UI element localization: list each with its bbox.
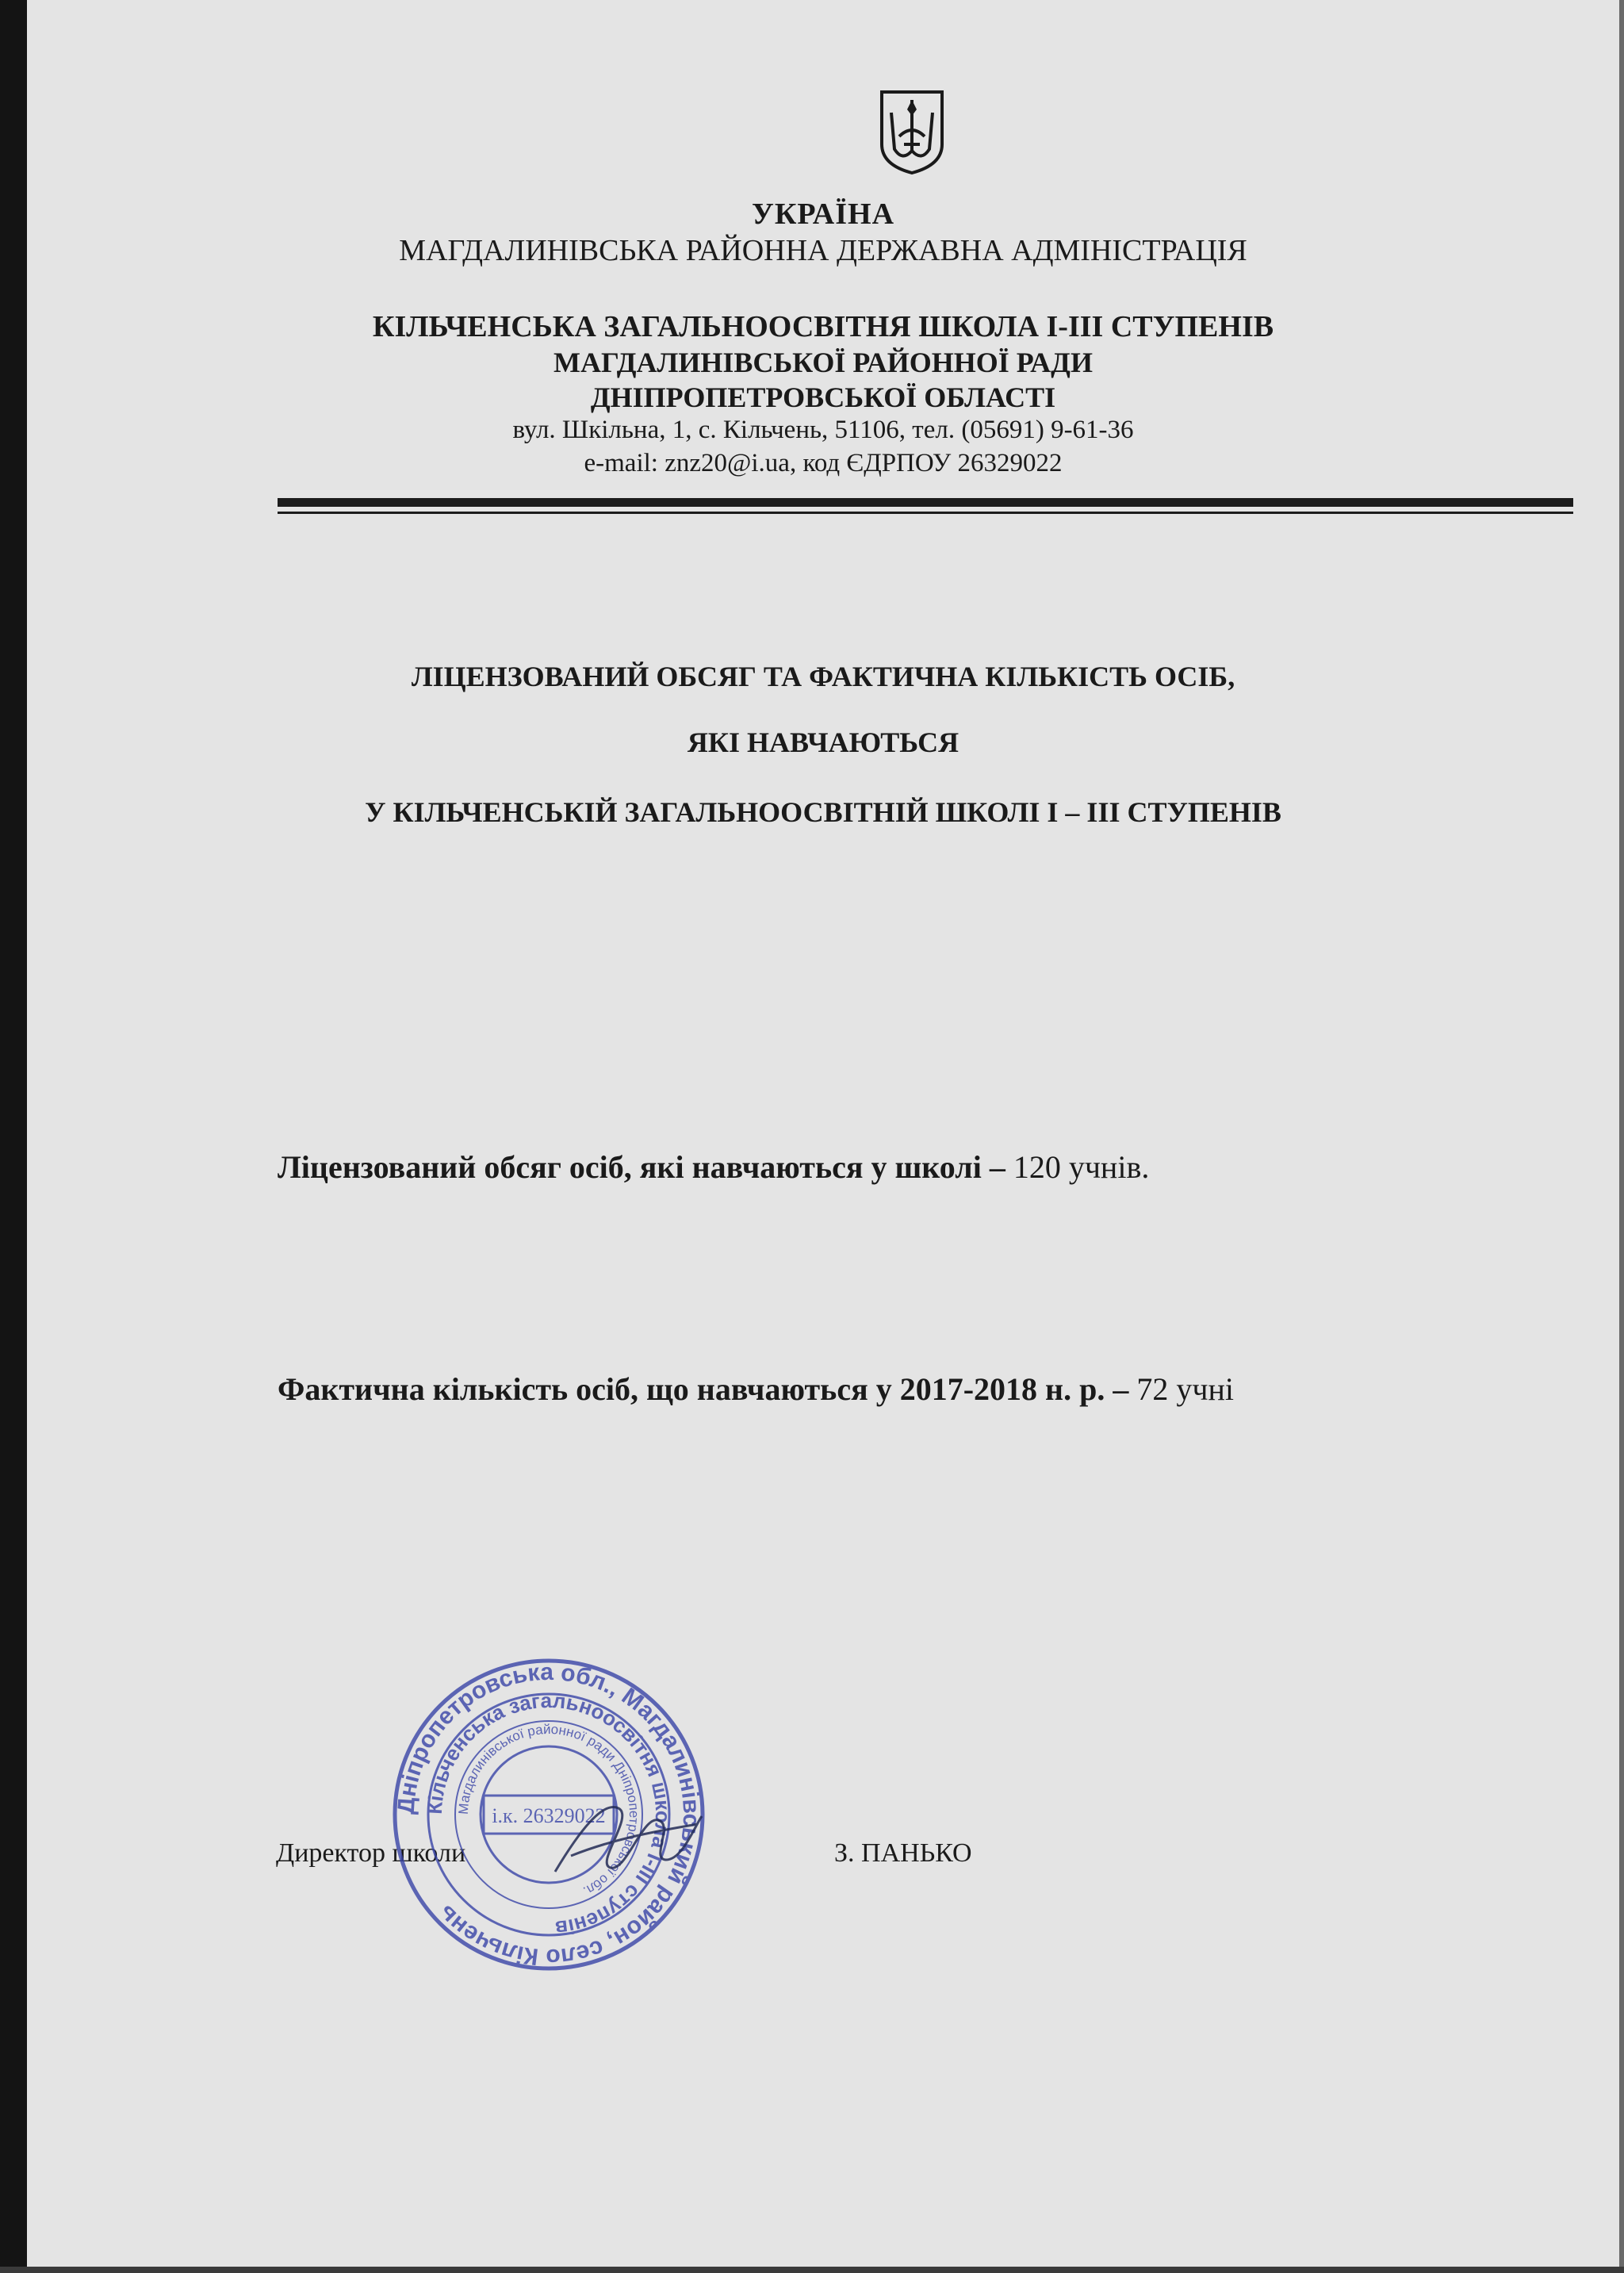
header-divider-thick [278,498,1573,507]
signatory-role: Директор школи [276,1838,466,1868]
document-title-line-3: У КІЛЬЧЕНСЬКІЙ ЗАГАЛЬНООСВІТНІЙ ШКОЛІ І – ІІІ СТУПЕНІВ [365,796,1281,828]
document-title-line-2: ЯКІ НАВЧАЮТЬСЯ [687,726,959,758]
licensed-volume-value: 120 учнів. [1005,1149,1150,1185]
header-divider-thin [278,512,1573,514]
actual-count-value: 72 учні [1128,1371,1234,1407]
document-title-line-1: ЛІЦЕНЗОВАНИЙ ОБСЯГ ТА ФАКТИЧНА КІЛЬКІСТЬ ОСІБ, [411,661,1235,692]
email-line: e-mail: znz20@i.ua, код ЄДРПОУ 26329022 [584,449,1063,477]
region-line: ДНІПРОПЕТРОВСЬКОЇ ОБЛАСТІ [590,381,1056,413]
stamp-code: і.к. 26329022 [492,1804,606,1827]
licensed-volume-statement [278,1148,1149,1186]
country-heading: УКРАЇНА [751,197,895,231]
scan-left-edge [0,0,27,2273]
scan-right-edge [1619,0,1624,2273]
actual-count-statement [278,1370,1234,1408]
council-line: МАГДАЛИНІВСЬКОЇ РАЙОННОЇ РАДИ [553,347,1093,378]
school-name: КІЛЬЧЕНСЬКА ЗАГАЛЬНООСВІТНЯ ШКОЛА І-ІІІ СТУПЕНІВ [372,310,1274,343]
stamp-inner-text: Магдалинівської районної ради Дніпропетровської обл. [455,1721,642,1899]
handwritten-signature [547,1784,706,1888]
trident-coat-of-arms-icon [879,89,945,176]
licensed-volume-label: Ліцензований обсяг осіб, які навчаються у школі – [278,1149,1005,1185]
signatory-name: З. ПАНЬКО [834,1838,972,1868]
stamp-middle-text: Кільченська загальноосвітня школа І-ІІІ ступенів [422,1688,676,1941]
address-line: вул. Шкільна, 1, с. Кільчень, 51106, тел. (05691) 9-61-36 [512,416,1134,444]
administration-line: МАГДАЛИНІВСЬКА РАЙОННА ДЕРЖАВНА АДМІНІСТРАЦІЯ [399,234,1247,267]
actual-count-label: Фактична кількість осіб, що навчаються у 2017-2018 н. р. – [278,1371,1129,1407]
stamp-outer-text: Дніпропетровська обл., Магдалинівський район, село Кільчень [393,1658,705,1971]
scan-bottom-edge [0,2267,1624,2273]
